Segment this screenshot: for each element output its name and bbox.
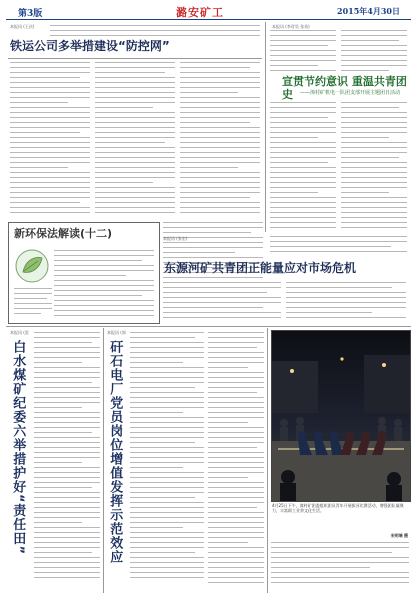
column-body-left	[14, 288, 52, 318]
vert2-byline: 本报讯 (郭	[107, 330, 126, 335]
main-body-col1	[10, 62, 90, 220]
vert1-body	[34, 332, 100, 590]
column-divider-top	[265, 22, 266, 232]
market-byline: 本报讯 (张宏)	[163, 236, 188, 241]
photo-caption: 4月25日下午，漳村矿团委组织团员青年开展拔河比赛活动，增强团队凝聚力，丰富职工业余文化生活。	[272, 503, 404, 514]
main-body-col3	[180, 62, 260, 220]
main-body-col2	[95, 62, 175, 220]
main-headline: 铁运公司多举措建设“防控网”	[10, 39, 170, 53]
market-headline: 东源河矿共青团正能量应对市场危机	[164, 261, 357, 275]
issue-date: 2015年4月30日	[337, 6, 400, 16]
section-divider	[6, 326, 411, 327]
green-subheadline: ——漳村矿机电一队团支部开展主题团日活动	[300, 90, 401, 96]
green-lead-col2	[341, 30, 407, 76]
vert1-headline: 白水煤矿纪委六举措护好“责任田”	[10, 340, 26, 556]
leaf-icon	[14, 248, 50, 284]
vert2-body-col1	[130, 332, 204, 590]
masthead: 潞安矿工	[176, 6, 224, 19]
green-lead-col1	[270, 30, 336, 76]
page-header	[0, 0, 417, 20]
tug-of-war-image	[272, 331, 410, 501]
market-body-col2	[286, 282, 406, 324]
vert2-headline: 矸石电厂党员岗位增值发挥示范效应	[107, 340, 123, 564]
header-rule	[6, 19, 411, 20]
market-body-col1	[163, 282, 281, 324]
photo-credit: 宋明瑞 摄	[390, 533, 408, 538]
vert1-byline: 本报讯 (雷	[10, 330, 29, 335]
green-body-col2	[341, 102, 407, 232]
column-illustration	[14, 248, 50, 284]
green-headline: 宣贯节约意识 重温共青团史	[282, 75, 407, 101]
main-byline: 本报讯 (王庆)	[10, 24, 35, 29]
bottom-right-body	[271, 542, 409, 592]
tug-of-war-photo	[271, 330, 411, 502]
column-divider-bottom-2	[267, 328, 268, 593]
column-divider-bottom-1	[103, 328, 104, 593]
column-title: 新环保法解读(十二)	[14, 227, 113, 240]
main-headline-rule	[8, 58, 262, 59]
column-body	[54, 250, 154, 318]
vert2-body-col2	[208, 332, 264, 590]
market-lead	[270, 236, 407, 258]
page-number: 第3版	[18, 9, 43, 19]
green-byline: 本报讯 (李晋昊 张英)	[272, 24, 310, 29]
green-body-col1	[270, 102, 336, 232]
